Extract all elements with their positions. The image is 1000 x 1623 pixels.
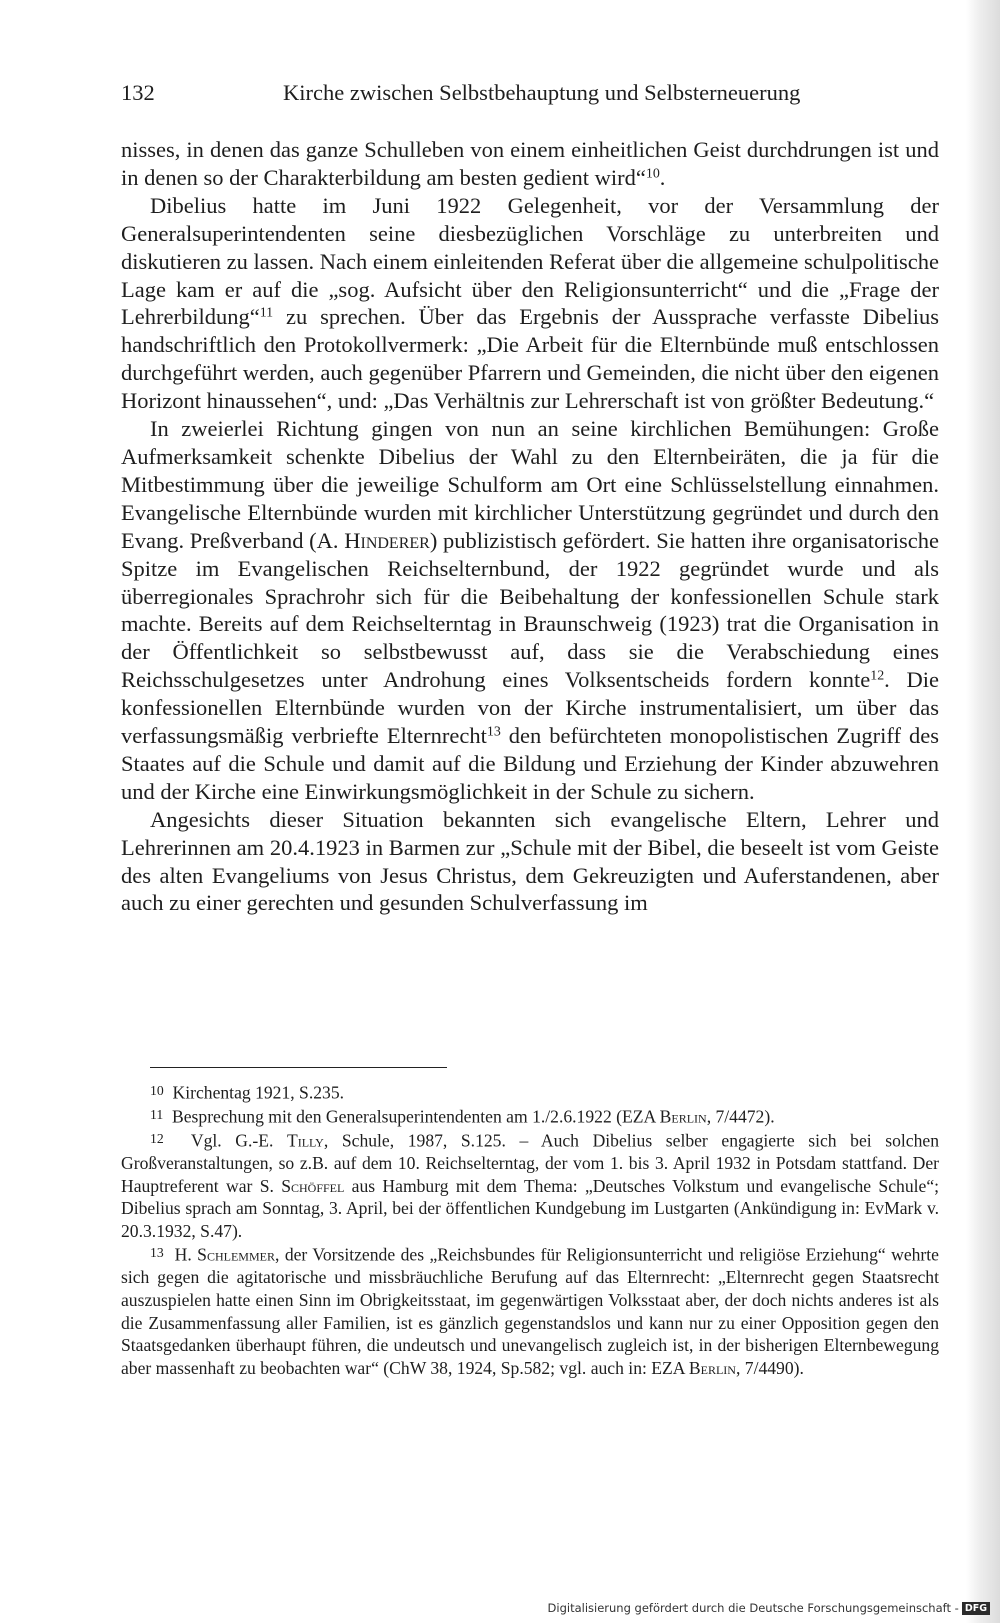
footnote-11 [121, 1104, 939, 1128]
page-edge-shadow [966, 0, 1000, 1623]
footnote-small-caps: Berlin [688, 1357, 736, 1378]
footnotes [121, 1080, 939, 1379]
footnote-separator [150, 1067, 447, 1068]
footnote-text: aus Hamburg mit dem Thema: „Deutsches Volkstum und evangelische Schule“; Dibelius sprach am Sonntag, 3. April, bei der öffentlichen Kundgebung im Lustgarten (Ankündigung in: EvMark v. 20.3.1932, S.47). [121, 1175, 940, 1241]
paragraph-3-text-c: . Die konfessionellen Elternbünde wurden von der Kirche instrumentalisiert, um über das verfassungsmäßig verbriefte Elternrecht [121, 667, 939, 749]
footnote-text: H. [174, 1244, 198, 1265]
footnote-ref-10: 10 [645, 166, 660, 182]
footnote-text: Besprechung mit den Generalsuperintendenten am 1./2.6.1922 (EZA [172, 1106, 660, 1127]
footnote-number: 10 [150, 1083, 164, 1098]
footnote-10 [121, 1080, 939, 1104]
footnote-text: Kirchentag 1921, S.235. [172, 1082, 345, 1103]
footnote-13 [121, 1242, 939, 1379]
footnote-ref-12: 12 [870, 668, 885, 684]
paragraph-3-text-a: In zweierlei Richtung gingen von nun an seine kirchlichen Bemühungen: Große Aufmerksamkeit schenkte Dibelius der Wahl zu den Elternbeiräten, die ja für die Mitbestimmung über die jeweilige Schulform am Ort eine Schlüsselstellung einnahmen. Evangelische Elternbünde wurden mit kirchlicher Unterstützung gegründet und durch den Evang. Preßverband (A. [121, 416, 939, 553]
author-name-hinderer: Hinderer [344, 527, 430, 553]
footnote-number: 11 [150, 1107, 164, 1123]
page-number: 132 [121, 80, 155, 105]
footnote-text: , Schule, 1987, S.125. – Auch Dibelius selber engagierte sich bei solchen Großveranstaltungen, so z.B. auf dem 10. Reichselterntag, der vom 1. bis 3. April 1932 in Potsdam stattfand. Der Hauptreferent war S. [121, 1130, 939, 1196]
footnote-small-caps: Berlin [659, 1106, 707, 1127]
credit-text: Digitalisierung gefördert durch die Deutsche Forschungsgemeinschaft - [547, 1601, 959, 1615]
paragraph-2-text-b: zu sprechen. Über das Ergebnis der Aussprache verfasste Dibelius handschriftlich den Protokollvermerk: „Die Arbeit für die Elternbünde muß entschlossen durchgeführt werden, auch gegenüber Pfarrern und Gemeinden, die nicht über den eigenen Horizont hinaussehen“, und: „Das Verhältnis zur Lehrerschaft ist von größter Bedeutung.“ [121, 304, 939, 414]
paragraph-2-text-a: Dibelius hatte im Juni 1922 Gelegenheit, vor der Versammlung der Generalsuperintendenten seine diesbezüglichen Vorschläge zu unterbreiten und diskutieren zu lassen. Nach einem einleitenden Referat über die allgemeine schulpolitische Lage kam er auf die „sog. Aufsicht über den Religionsunterricht“ und die „Frage der Lehrerbildung“ [121, 192, 939, 330]
footnote-12 [121, 1128, 939, 1242]
footnote-small-caps: Tilly [286, 1130, 324, 1151]
paragraph-3-text-b: ) publizistisch gefördert. Sie hatten ihre organisatorische Spitze im Evangelischen Reichselternbund, der 1922 gegründet wurde und als überregionales Sprachrohr sich für die Beibehaltung der konfessionellen Schule stark machte. Bereits auf dem Reichselterntag in Braunschweig (1923) trat die Organisation in der Öffentlichkeit so selbstbewusst auf, dass sie die Verabschiedung eines Reichsschulgesetzes unter Androhung eines Volksentscheids fordern konnte [121, 527, 940, 693]
dfg-logo-icon: DFG [962, 1602, 990, 1615]
main-text [121, 136, 939, 917]
paragraph-4-text: Angesichts dieser Situation bekannten sich evangelische Eltern, Lehrer und Lehrerinnen am 20.4.1923 in Barmen zur „Schule mit der Bibel, die beseelt ist vom Geiste des alten Evangeliums von Jesus Christus, dem Gekreuzigten und Auferstandenen, aber auch zu einer gerechten und gesunden Schulverfassung im [121, 806, 939, 916]
footnote-text: Vgl. G.-E. [190, 1130, 287, 1151]
footnote-ref-11: 11 [259, 305, 274, 321]
footnote-ref-13: 13 [486, 724, 501, 740]
running-title: Kirche zwischen Selbstbehauptung und Selbsterneuerung [283, 80, 801, 105]
footnote-text: , der Vorsitzende des „Reichsbundes für Religionsunterricht und religiöse Erziehung“ wehrte sich gegen die agitatorische und missbräuchliche Berufung auf das Elternrecht: „Elternrecht gegen Staatsrecht auszuspielen hatte einen Sinn im Obrigkeitsstaat, im gegenwärtigen Volksstaat aber, der doch nichts anderes ist als die Zusammenfassung aller Familien, ist es gänzlich gegenstandslos und kann nur zu einer Opposition gegen den Staatsgedanken überhaupt führen, die undeutsch und unevangelisch zugleich ist, in der bisherigen Elternbewegung aber massenhaft zu beobachten war“ (ChW 38, 1924, Sp.582; vgl. auch in: EZA [121, 1244, 939, 1378]
paragraph-1 [121, 136, 939, 192]
footnote-number: 12 [150, 1131, 164, 1147]
paragraph-4 [121, 806, 939, 918]
page-header [121, 80, 939, 112]
footnote-text: , 7/4472). [706, 1106, 775, 1127]
digitization-credit [548, 1601, 990, 1615]
paragraph-2 [121, 192, 939, 415]
footnote-small-caps: Schöffel [281, 1175, 345, 1196]
footnote-text: , 7/4490). [735, 1357, 804, 1378]
footnote-small-caps: Schlemmer [197, 1244, 275, 1265]
paragraph-1-tail: . [659, 164, 666, 190]
paragraph-1-text: nisses, in denen das ganze Schulleben von einem einheitlichen Geist durchdrungen ist und in denen so der Charakterbildung am besten gedient wird“ [121, 137, 939, 190]
footnote-number: 13 [150, 1245, 164, 1261]
paragraph-3-text-d: den befürchteten monopolistischen Zugriff des Staates auf die Schule und damit auf die Bildung und Erziehung der Kinder abzuwehren und der Kirche eine Einwirkungsmöglichkeit in der Schule zu sichern. [121, 723, 939, 804]
paragraph-3 [121, 415, 939, 806]
